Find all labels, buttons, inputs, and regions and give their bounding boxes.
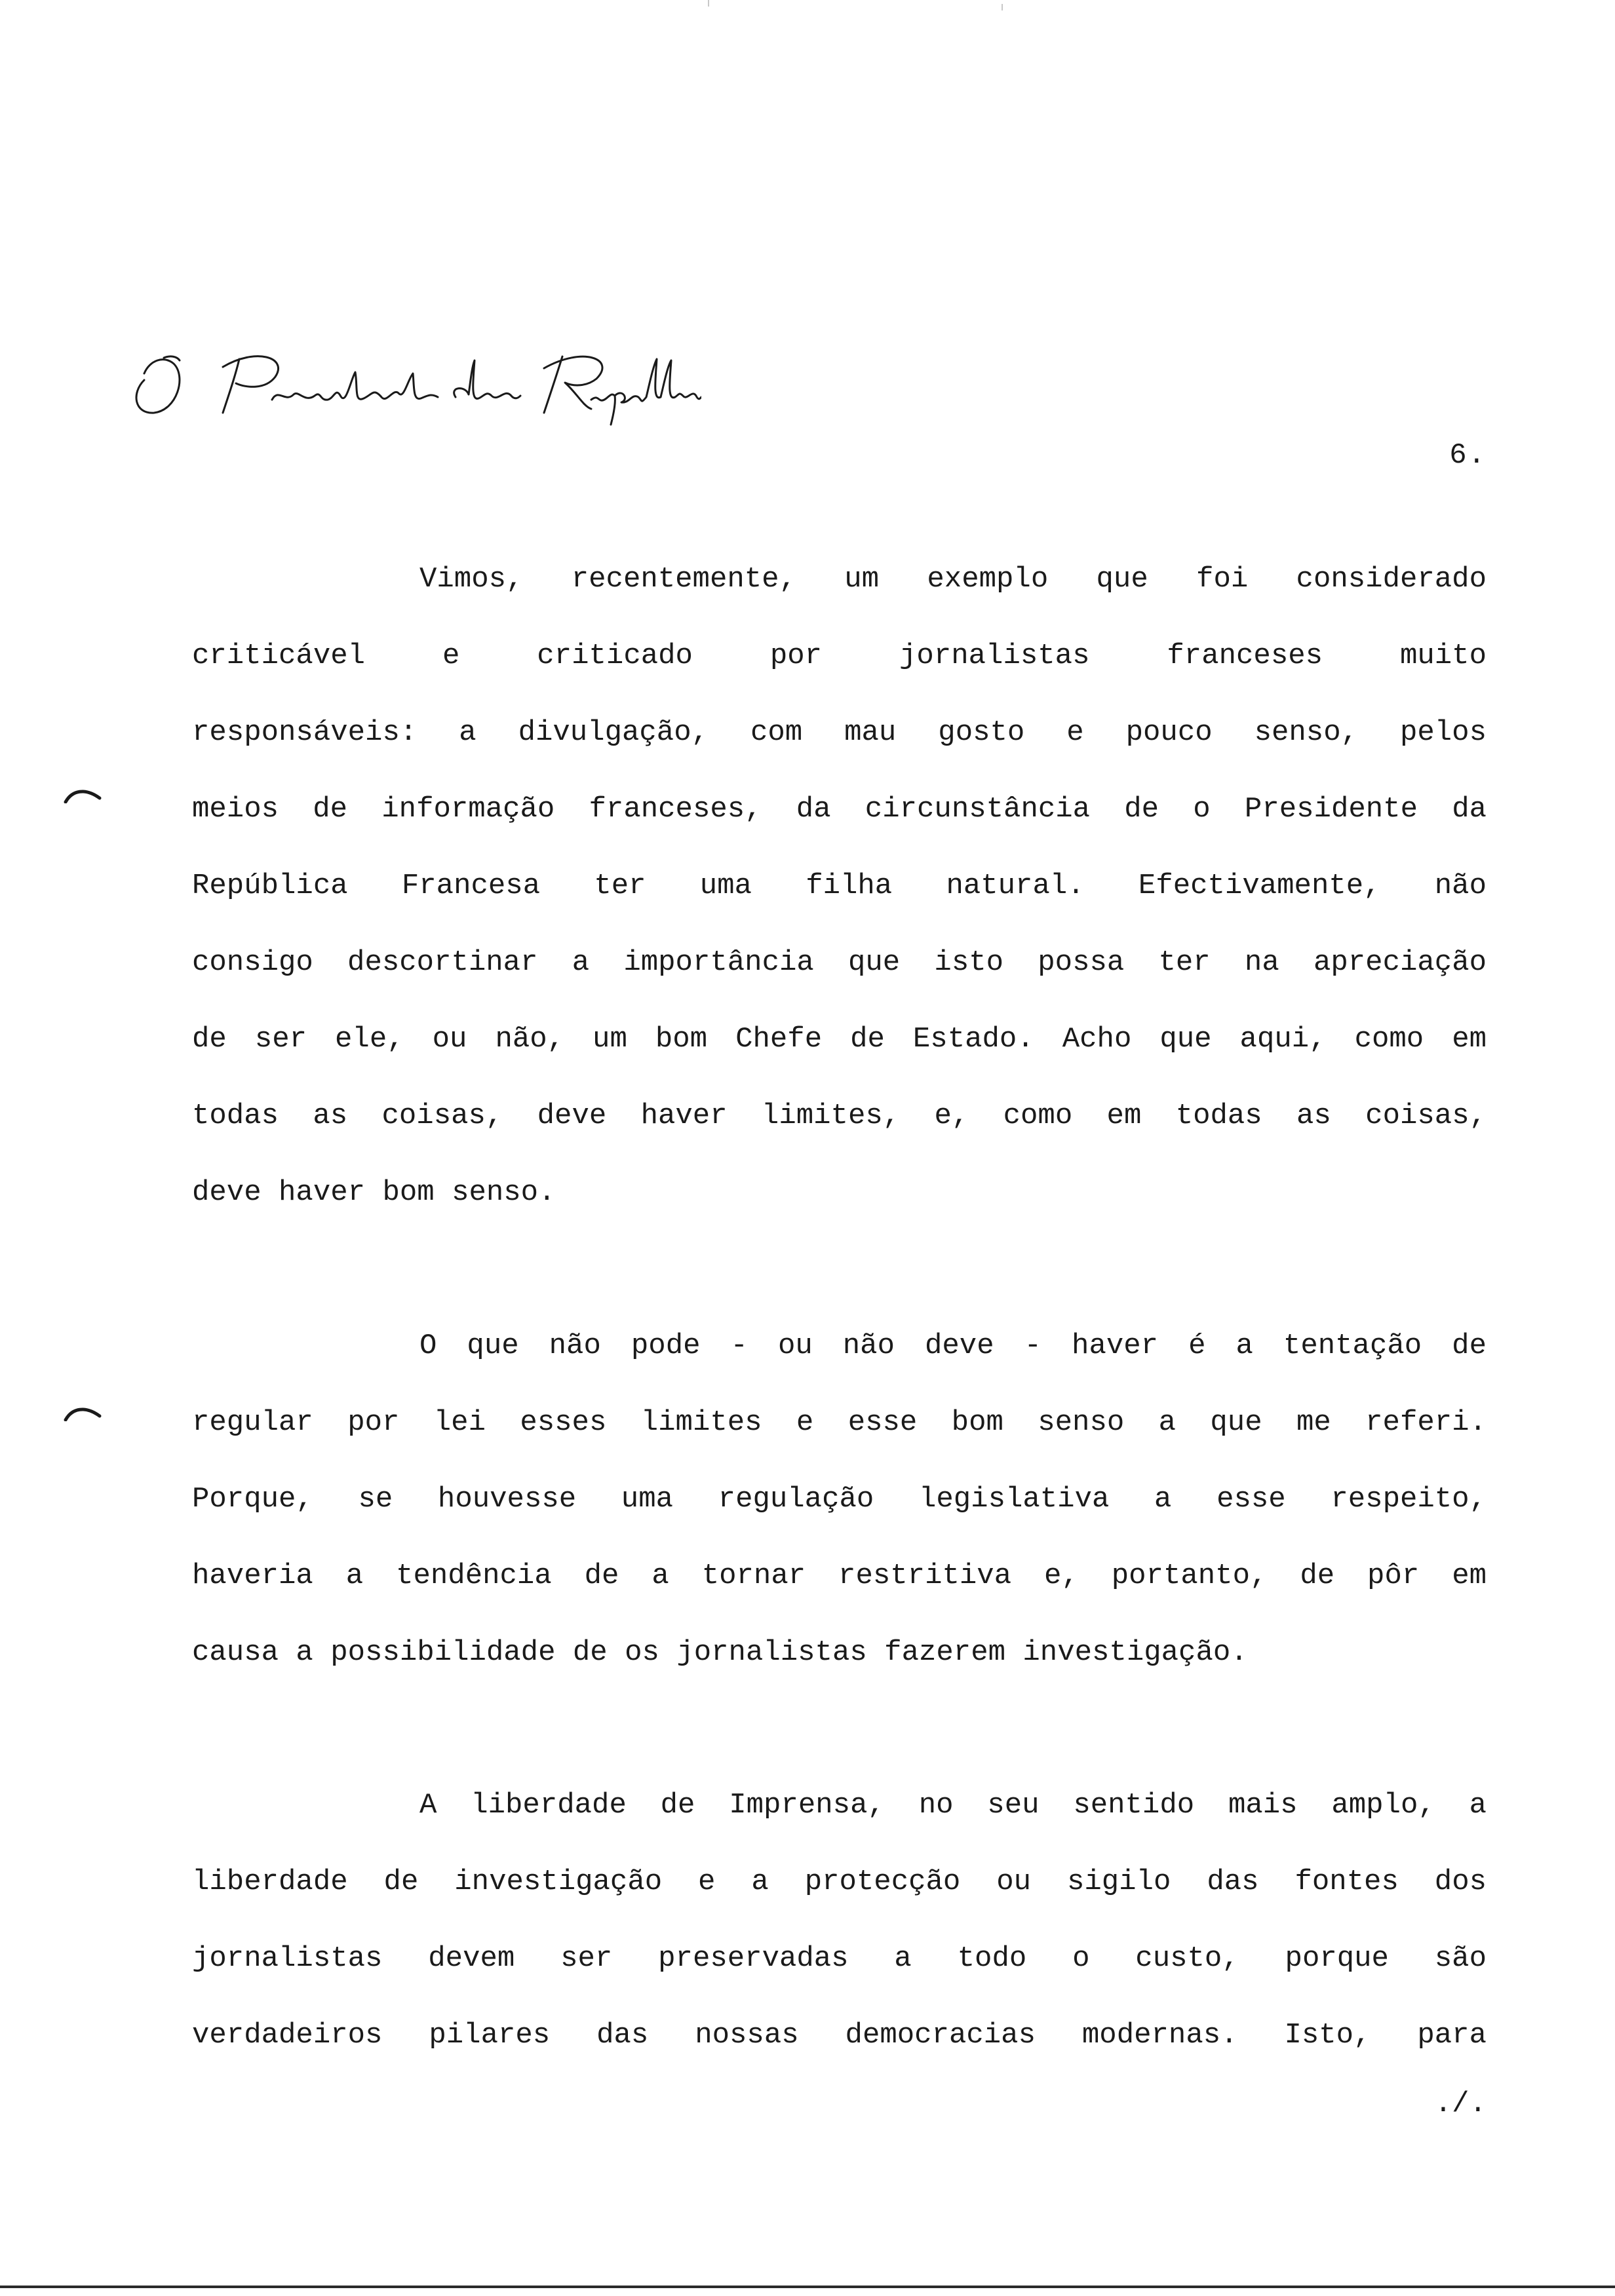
text-line: consigo descortinar a importância que isto possa ter na apreciação [192,946,1487,979]
text-line: República Francesa ter uma filha natural. Efectivamente, não [192,870,1487,902]
paragraph-1 [192,541,1487,1231]
scan-speck [708,0,709,7]
text-line: regular por lei esses limites e esse bom senso a que me referi. [192,1406,1487,1439]
scan-speck [1002,4,1003,10]
scan-edge-line [0,2286,1615,2288]
letterhead-script [125,341,701,426]
text-line: jornalistas devem ser preservadas a todo o custo, porque são [192,1942,1487,1975]
paragraph-2 [192,1308,1487,1691]
text-line: de ser ele, ou não, um bom Chefe de Estado. Acho que aqui, como em [192,1023,1487,1056]
text-line: todas as coisas, deve haver limites, e, como em todas as coisas, [192,1100,1487,1132]
margin-mark [63,1404,102,1421]
text-line: causa a possibilidade de os jornalistas fazerem investigação. [192,1636,1248,1669]
margin-mark [63,786,102,803]
text-line: Porque, se houvesse uma regulação legislativa a esse respeito, [192,1483,1487,1516]
text-line: haveria a tendência de a tornar restritiva e, portanto, de pôr em [192,1559,1487,1592]
continuation-mark: ./. [1434,2088,1487,2120]
text-line: meios de informação franceses, da circunstância de o Presidente da [192,793,1487,826]
page-number: 6. [1449,439,1487,472]
text-line: liberdade de investigação e a protecção ou sigilo das fontes dos [192,1866,1487,1898]
text-line: responsáveis: a divulgação, com mau gosto e pouco senso, pelos [192,716,1487,749]
text-line: Vimos, recentemente, um exemplo que foi considerado [419,563,1487,596]
text-line: criticável e criticado por jornalistas franceses muito [192,640,1487,672]
paragraph-3 [192,1767,1487,2074]
text-line: verdadeiros pilares das nossas democracias modernas. Isto, para [192,2019,1487,2052]
text-line: deve haver bom senso. [192,1176,556,1209]
text-line: A liberdade de Imprensa, no seu sentido mais amplo, a [419,1789,1487,1822]
text-line: O que não pode - ou não deve - haver é a tentação de [419,1330,1487,1362]
